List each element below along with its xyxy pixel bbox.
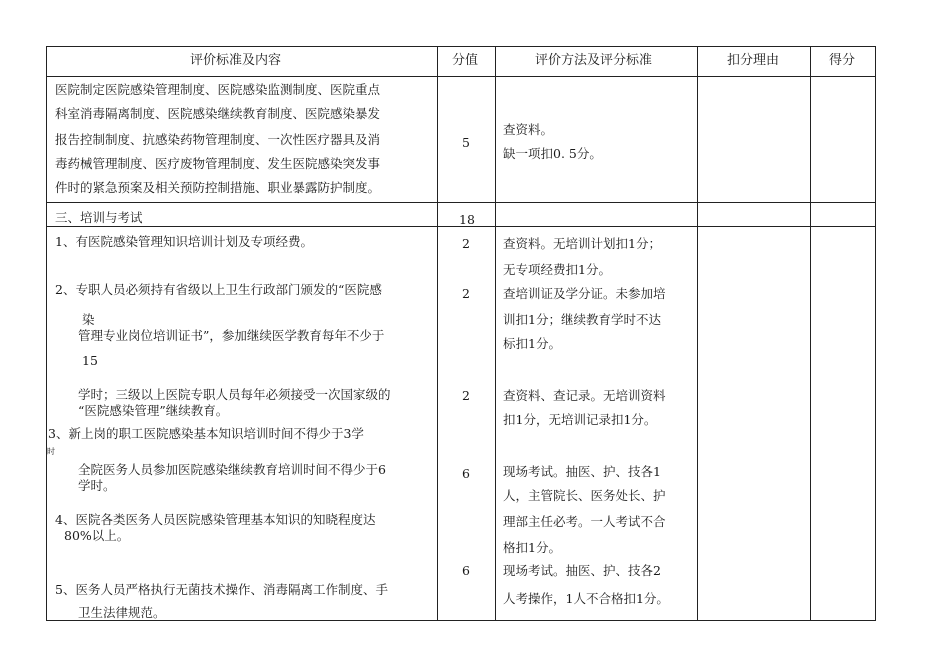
col-divider-method xyxy=(495,46,496,621)
item1-score: 2 xyxy=(462,236,470,251)
header-method: 评价方法及评分标准 xyxy=(535,53,653,68)
row1-method-line: 缺一项扣0. 5分。 xyxy=(503,146,602,161)
item3-text: 时 xyxy=(47,447,55,456)
item4-score: 6 xyxy=(462,466,470,481)
item5-score: 6 xyxy=(462,563,470,578)
item2-text: 管理专业岗位培训证书”，参加继续医学教育每年不少于 xyxy=(78,328,385,343)
item5-method-line: 人考操作，1人不合格扣1分。 xyxy=(503,591,669,606)
row1-criteria-line: 毒药械管理制度、医疗废物管理制度、发生医院感染突发事 xyxy=(55,156,381,171)
header-criteria: 评价标准及内容 xyxy=(190,53,282,68)
header-points: 得分 xyxy=(829,53,856,68)
row1-method-line: 查资料。 xyxy=(503,122,554,137)
item4-method-line: 理部主任必考。一人考试不合 xyxy=(503,514,666,529)
item3-score: 2 xyxy=(462,388,470,403)
row1-criteria-line: 医院制定医院感染管理制度、医院感染监测制度、医院重点 xyxy=(55,82,381,97)
col-divider-reason xyxy=(697,46,698,621)
row1-bottom-border xyxy=(46,202,876,203)
item2-score: 2 xyxy=(462,286,470,301)
item3-text: 3、新上岗的职工医院感染基本知识培训时间不得少于3学 xyxy=(48,426,364,441)
col-divider-score xyxy=(437,46,438,621)
item2-text: “医院感染管理”继续教育。 xyxy=(78,403,229,418)
item2-text: 15 xyxy=(82,353,98,368)
row1-criteria-line: 科室消毒隔离制度、医院感染继续教育制度、医院感染暴发 xyxy=(55,106,381,121)
item1-method-line: 查资料。无培训计划扣1分； xyxy=(503,236,661,251)
item2-method-line: 训扣1分；继续教育学时不达 xyxy=(503,312,661,327)
item5-method-line: 现场考试。抽医、护、技各2 xyxy=(503,563,661,578)
header-score: 分值 xyxy=(452,53,479,68)
item2-text: 2、专职人员必须持有省级以上卫生行政部门颁发的“医院感 xyxy=(55,282,382,297)
header-bottom-border xyxy=(46,76,876,77)
row1-criteria-line: 件时的紧急预案及相关预防控制措施、职业暴露防护制度。 xyxy=(55,180,381,195)
item5-text: 卫生法律规范。 xyxy=(78,605,166,620)
header-reason: 扣分理由 xyxy=(727,53,780,68)
table-right-border xyxy=(875,46,876,621)
section3-title: 三、培训与考试 xyxy=(55,210,143,225)
item2-method-line: 查培训证及学分证。未参加培 xyxy=(503,286,666,301)
col-divider-points xyxy=(810,46,811,621)
item3-method-line: 查资料、查记录。无培训资料 xyxy=(503,388,666,403)
item2-text: 学时；三级以上医院专职人员每年必须接受一次国家级的 xyxy=(78,387,391,402)
row1-criteria-line: 报告控制制度、抗感染药物管理制度、一次性医疗器具及消 xyxy=(55,132,381,147)
table-top-border xyxy=(46,46,876,47)
row1-score: 5 xyxy=(462,135,470,150)
item3-text: 学时。 xyxy=(78,478,116,493)
item3-method-line: 扣1分，无培训记录扣1分。 xyxy=(503,412,657,427)
item4-method-line: 人，主管院长、医务处长、护 xyxy=(503,488,666,503)
table-bottom-border xyxy=(46,620,876,621)
item4-text: 80%以上。 xyxy=(64,528,130,543)
item4-method-line: 格扣1分。 xyxy=(503,540,561,555)
item1-text: 1、有医院感染管理知识培训计划及专项经费。 xyxy=(55,234,313,249)
item2-text: 染 xyxy=(82,312,95,327)
table-left-border xyxy=(46,46,47,621)
item4-text: 4、医院各类医务人员医院感染管理基本知识的知晓程度达 xyxy=(55,512,376,527)
item3-text: 全院医务人员参加医院感染继续教育培训时间不得少于6 xyxy=(78,462,386,477)
item5-text: 5、医务人员严格执行无菌技术操作、消毒隔离工作制度、手 xyxy=(55,582,388,597)
section3-score: 18 xyxy=(459,212,475,227)
item1-method-line: 无专项经费扣1分。 xyxy=(503,262,611,277)
item4-method-line: 现场考试。抽医、护、技各1 xyxy=(503,464,661,479)
item2-method-line: 标扣1分。 xyxy=(503,336,561,351)
